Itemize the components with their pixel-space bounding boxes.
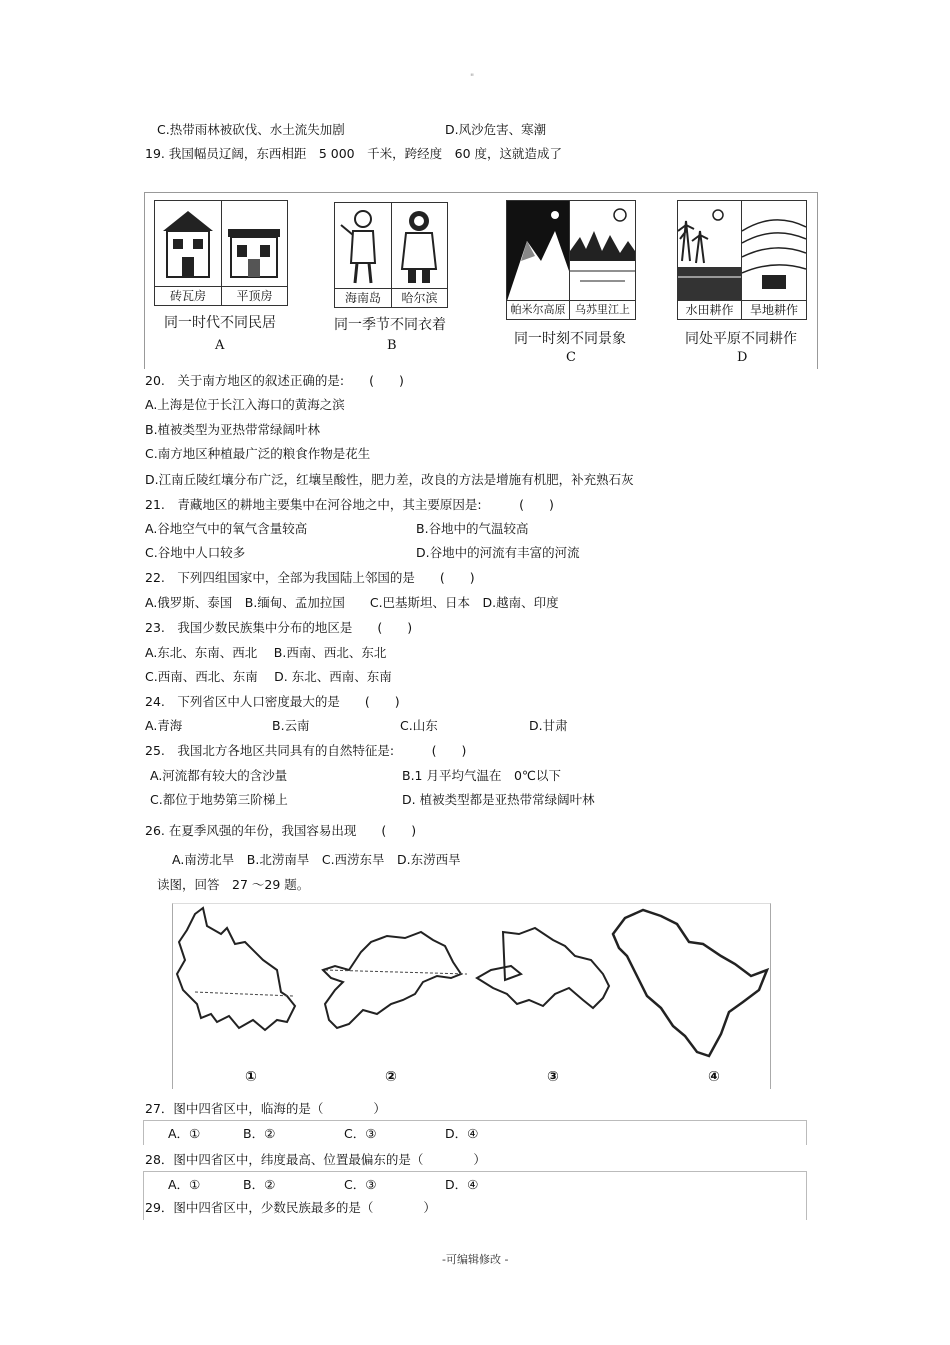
- illustration-d: [677, 200, 807, 320]
- q26-options: A.南涝北旱 B.北涝南旱 C.西涝东旱 D.东涝西旱: [172, 852, 461, 867]
- illustration-a: [154, 200, 288, 306]
- q23-options-2: C.西南、西北、东南 D. 东北、西南、东南: [145, 669, 392, 684]
- province-outline-4: [613, 910, 767, 1056]
- q25-stem: 25. 我国北方各地区共同具有的自然特征是: ( ): [145, 743, 467, 758]
- q21-option-c: C.谷地中人口较多: [145, 545, 246, 560]
- province-outlines: [173, 904, 770, 1089]
- q20-option-b: B.植被类型为亚热带常绿阔叶林: [145, 422, 321, 437]
- latitude-line-1: [195, 992, 293, 996]
- q21-stem: 21. 青藏地区的耕地主要集中在河谷地之中，其主要原因是: ( ): [145, 497, 554, 512]
- province-outline-3: [477, 928, 609, 1008]
- caption-b: 同一季节不同衣着: [334, 317, 446, 333]
- q24-option-b: B.云南: [272, 718, 310, 733]
- q24-stem: 24. 下列省区中人口密度最大的是 ( ): [145, 694, 400, 709]
- q28-option-a: A．①: [168, 1177, 201, 1192]
- q21-option-a: A.谷地空气中的氧气含量较高: [145, 521, 308, 536]
- q28-option-b: B．②: [243, 1177, 276, 1192]
- q27-option-d: D．④: [445, 1126, 479, 1141]
- q28-stem: 28．图中四省区中，纬度最高、位置最偏东的是（ ）: [145, 1152, 486, 1167]
- q20-stem: 20. 关于南方地区的叙述正确的是: ( ): [145, 373, 404, 388]
- q24-option-d: D.甘肃: [529, 718, 568, 733]
- q23-stem: 23. 我国少数民族集中分布的地区是 ( ): [145, 620, 413, 635]
- map-label-4: ④: [708, 1069, 720, 1085]
- q22-stem: 22. 下列四组国家中，全部为我国陆上邻国的是 ( ): [145, 570, 475, 585]
- q27-option-b: B．②: [243, 1126, 276, 1141]
- q25-option-c: C.都位于地势第三阶梯上: [150, 792, 288, 807]
- province-maps-figure: [172, 903, 771, 1089]
- q22-options: A.俄罗斯、泰国 B.缅甸、孟加拉国 C.巴基斯坦、日本 D.越南、印度: [145, 595, 559, 610]
- latitude-line-2: [325, 970, 467, 974]
- label-paddy: 水田耕作: [678, 300, 742, 319]
- q25-option-d: D. 植被类型都是亚热带常绿阔叶林: [402, 792, 595, 807]
- letter-c: C: [566, 350, 576, 365]
- read-map-instruction: 读图，回答 27 ～29 题。: [157, 877, 310, 892]
- label-wusuli: 乌苏里江上: [570, 300, 635, 319]
- q27-stem: 27．图中四省区中，临海的是（ ）: [145, 1101, 386, 1116]
- label-dryland: 旱地耕作: [742, 300, 806, 319]
- dry-field-scene-icon: [742, 201, 806, 301]
- label-brick-house: 砖瓦房: [155, 286, 222, 305]
- illustration-c: [506, 200, 636, 320]
- map-label-3: ③: [547, 1069, 559, 1085]
- footer-text: -可编辑修改 -: [442, 1253, 509, 1266]
- label-hainan: 海南岛: [335, 288, 392, 307]
- flat-roof-house-icon: [222, 201, 287, 285]
- summer-clothing-person-icon: [335, 203, 391, 287]
- province-outline-2: [323, 932, 461, 1028]
- river-sunrise-scene-icon: [570, 201, 635, 301]
- paddy-field-scene-icon: [678, 201, 741, 301]
- q25-option-a: A.河流都有较大的含沙量: [150, 768, 288, 783]
- q25-option-b: B.1 月平均气温在 0℃以下: [402, 768, 561, 783]
- q18-option-d: D.风沙危害、寒潮: [445, 122, 547, 137]
- caption-c: 同一时刻不同景象: [514, 331, 626, 347]
- letter-a: A: [215, 338, 225, 353]
- q18-option-c: C.热带雨林被砍伐、水土流失加剧: [157, 122, 345, 137]
- caption-d: 同处平原不同耕作: [685, 331, 797, 347]
- illustration-b: [334, 202, 448, 308]
- q26-stem: 26. 在夏季风强的年份，我国容易出现 ( ): [145, 823, 417, 838]
- q20-option-c: C.南方地区种植最广泛的粮食作物是花生: [145, 446, 371, 461]
- winter-clothing-person-icon: [392, 203, 447, 287]
- q27-option-a: A．①: [168, 1126, 201, 1141]
- label-harbin: 哈尔滨: [392, 288, 447, 307]
- q23-options-1: A.东北、东南、西北 B.西南、西北、东北: [145, 645, 387, 660]
- letter-b: B: [387, 338, 397, 353]
- q21-option-d: D.谷地中的河流有丰富的河流: [416, 545, 580, 560]
- q24-option-c: C.山东: [400, 718, 438, 733]
- q19-stem: 19. 我国幅员辽阔，东西相距 5 000 千米，跨经度 60 度，这就造成了: [145, 146, 563, 161]
- header-mark: ": [470, 73, 475, 83]
- caption-a: 同一时代不同民居: [164, 315, 276, 331]
- q20-option-a: A.上海是位于长江入海口的黄海之滨: [145, 397, 345, 412]
- q28-option-c: C．③: [344, 1177, 377, 1192]
- q20-option-d: D.江南丘陵红壤分布广泛，红壤呈酸性，肥力差，改良的方法是增施有机肥，补充熟石灰: [145, 472, 634, 487]
- map-label-2: ②: [385, 1069, 397, 1085]
- q21-option-b: B.谷地中的气温较高: [416, 521, 529, 536]
- plateau-night-scene-icon: [507, 201, 569, 301]
- province-outline-1: [177, 908, 295, 1030]
- brick-house-icon: [155, 201, 221, 285]
- q27-option-c: C．③: [344, 1126, 377, 1141]
- label-pamir: 帕米尔高原: [507, 300, 570, 319]
- letter-d: D: [737, 350, 748, 365]
- map-label-1: ①: [245, 1069, 257, 1085]
- label-flat-roof: 平顶房: [222, 286, 287, 305]
- q24-option-a: A.青海: [145, 718, 183, 733]
- q28-option-d: D．④: [445, 1177, 479, 1192]
- q29-stem: 29．图中四省区中，少数民族最多的是（ ）: [145, 1200, 436, 1215]
